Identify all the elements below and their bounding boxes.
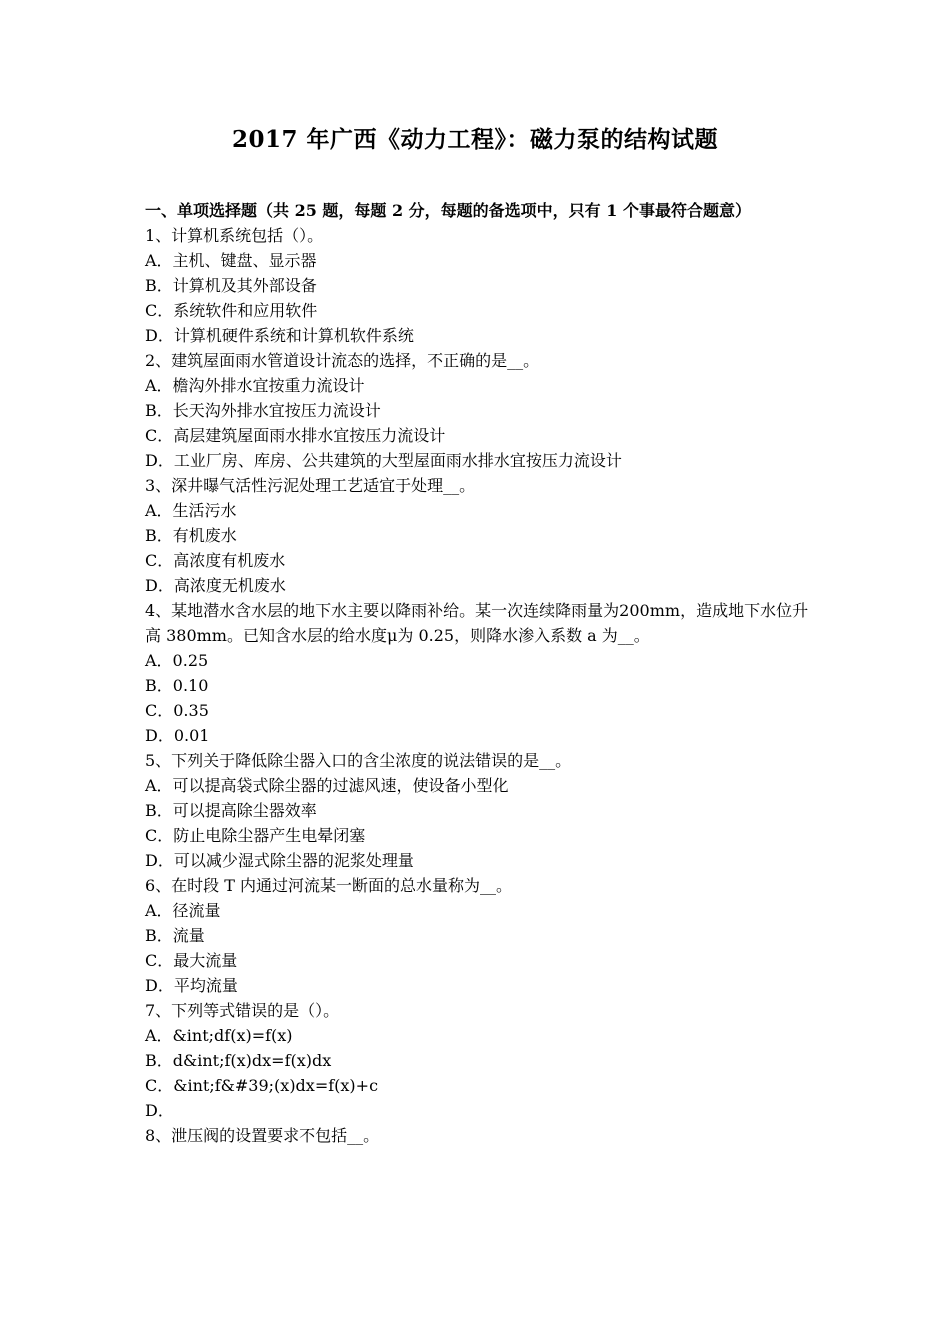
question-stem: 3、深井曝气活性污泥处理工艺适宜于处理__。 [145, 476, 476, 495]
option-b: B．计算机及其外部设备 [145, 276, 317, 295]
option-a: A．主机、键盘、显示器 [145, 251, 317, 270]
option-a: A．檐沟外排水宜按重力流设计 [145, 376, 365, 395]
section-heading: 一、单项选择题（共 25 题，每题 2 分，每题的备选项中，只有 1 个事最符合题意） [145, 201, 751, 220]
document-title: 2017 年广西《动力工程》：磁力泵的结构试题 [231, 126, 719, 153]
question-stem: 1、计算机系统包括（）。 [145, 226, 324, 245]
option-a: A．可以提高袋式除尘器的过滤风速，使设备小型化 [145, 776, 509, 795]
option-a: A．0.25 [145, 651, 209, 670]
option-b: B．可以提高除尘器效率 [145, 801, 317, 820]
question-stem: 7、下列等式错误的是（）。 [145, 1001, 340, 1020]
question-4 [145, 598, 810, 748]
question-stem: 6、在时段 T 内通过河流某一断面的总水量称为__。 [145, 876, 513, 895]
option-b: B．d&int;f(x)dx=f(x)dx [145, 1051, 332, 1070]
option-d: D．高浓度无机废水 [145, 576, 286, 595]
question-8 [145, 1123, 810, 1148]
question-3 [145, 473, 810, 598]
option-d: D．0.01 [145, 726, 210, 745]
option-d: D．可以减少湿式除尘器的泥浆处理量 [145, 851, 414, 870]
option-d: D．平均流量 [145, 976, 238, 995]
question-6 [145, 873, 810, 998]
option-c: C．0.35 [145, 701, 209, 720]
option-b: B．长天沟外排水宜按压力流设计 [145, 401, 381, 420]
option-a: A．生活污水 [145, 501, 237, 520]
option-d: D． [145, 1101, 174, 1120]
option-c: C．最大流量 [145, 951, 238, 970]
question-5 [145, 748, 810, 873]
option-b: B．有机废水 [145, 526, 237, 545]
option-b: B．流量 [145, 926, 205, 945]
question-stem: 5、下列关于降低除尘器入口的含尘浓度的说法错误的是__。 [145, 751, 572, 770]
option-c: C．系统软件和应用软件 [145, 301, 318, 320]
option-a: A．径流量 [145, 901, 221, 920]
option-d: D．计算机硬件系统和计算机软件系统 [145, 326, 414, 345]
question-stem: 4、某地潜水含水层的地下水主要以降雨补给。某一次连续降雨量为200mm，造成地下水位升高 380mm。已知含水层的给水度μ为 0.25，则降水渗入系数 a 为__。 [145, 601, 809, 645]
question-stem: 2、建筑屋面雨水管道设计流态的选择，不正确的是__。 [145, 351, 540, 370]
option-c: C．高浓度有机废水 [145, 551, 286, 570]
question-2 [145, 348, 810, 473]
document-body [145, 198, 810, 1148]
option-c: C．&int;f&#39;(x)dx=f(x)+c [145, 1076, 379, 1095]
question-7 [145, 998, 810, 1123]
question-1 [145, 223, 810, 348]
option-d: D．工业厂房、库房、公共建筑的大型屋面雨水排水宜按压力流设计 [145, 451, 622, 470]
option-c: C．高层建筑屋面雨水排水宜按压力流设计 [145, 426, 446, 445]
option-b: B．0.10 [145, 676, 209, 695]
option-c: C．防止电除尘器产生电晕闭塞 [145, 826, 366, 845]
question-stem: 8、泄压阀的设置要求不包括__。 [145, 1126, 380, 1145]
option-a: A．&int;df(x)=f(x) [145, 1026, 293, 1045]
